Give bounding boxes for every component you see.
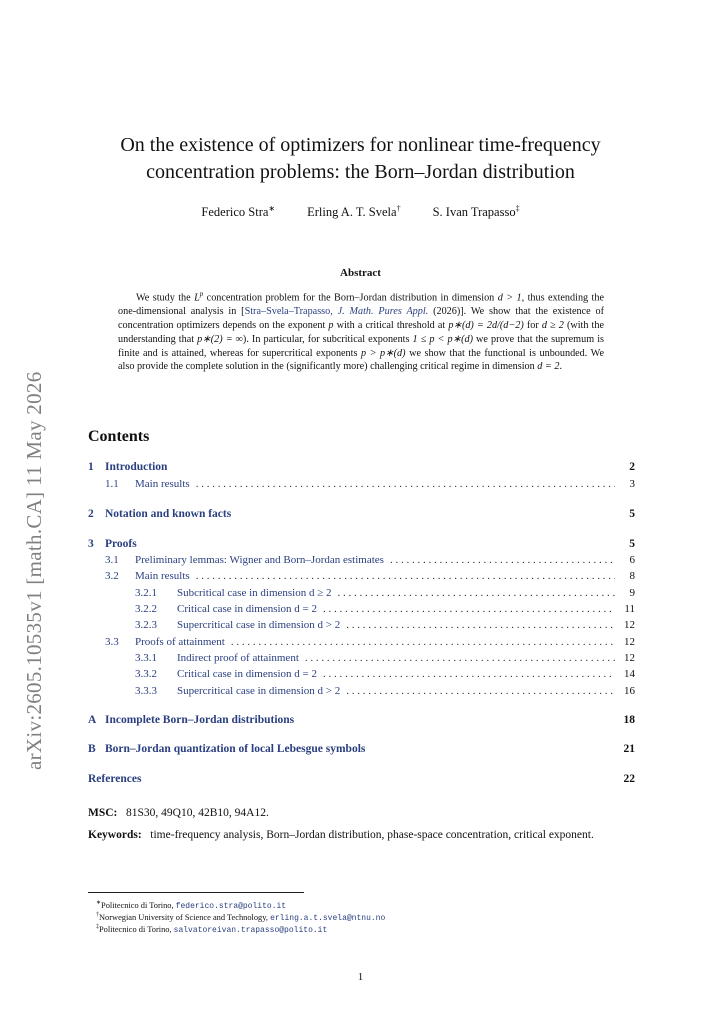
toc-entry[interactable]	[88, 619, 635, 633]
toc-entry-number: 3.3.3	[135, 685, 157, 697]
toc-entry-page: 2	[629, 461, 635, 473]
toc-entry-label: Indirect proof of attainment	[177, 652, 299, 664]
toc-entry-page: 6	[629, 554, 635, 566]
author: S. Ivan Trapasso‡	[432, 204, 520, 220]
toc-entry-number: 1.1	[105, 478, 119, 490]
author-list	[88, 204, 633, 220]
toc-entry-number: A	[88, 714, 97, 726]
email-link[interactable]: erling.a.t.svela@ntnu.no	[270, 913, 386, 923]
toc-entry-label: Supercritical case in dimension d > 2	[177, 619, 341, 631]
toc-entry-number: 3.2.3	[135, 619, 157, 631]
toc-leader-dots	[323, 603, 615, 615]
footnote-rule	[88, 892, 304, 893]
toc-entry[interactable]	[88, 714, 635, 728]
contents-heading: Contents	[88, 428, 150, 445]
toc-entry-number: 3.2.2	[135, 603, 157, 615]
toc-entry[interactable]	[88, 478, 635, 492]
toc-entry[interactable]	[88, 587, 635, 601]
toc-leader-dots	[196, 570, 615, 582]
toc-entry[interactable]	[88, 461, 635, 475]
toc-entry[interactable]	[88, 636, 635, 650]
toc-leader-dots	[231, 636, 615, 648]
toc-entry-page: 16	[624, 685, 635, 697]
toc-entry-number: 3.2.1	[135, 587, 157, 599]
toc-entry-label: Born–Jordan quantization of local Lebesgue symbols	[105, 743, 366, 755]
toc-entry-label: Notation and known facts	[105, 508, 232, 520]
toc-leader-dots	[305, 652, 615, 664]
toc-entry-number: 2	[88, 508, 94, 520]
title-line-1: On the existence of optimizers for nonlinear time-frequency	[120, 134, 601, 156]
toc-entry-number: 3	[88, 538, 94, 550]
toc-entry[interactable]	[88, 685, 635, 699]
toc-entry-page: 3	[629, 478, 635, 490]
toc-entry-page: 18	[623, 714, 635, 726]
toc-entry[interactable]	[88, 652, 635, 666]
paper-title	[88, 132, 633, 186]
email-link[interactable]: salvatoreivan.trapasso@polito.it	[173, 925, 328, 935]
journal-link[interactable]: J. Math. Pures Appl.	[337, 306, 429, 318]
toc-entry-page: 21	[623, 743, 635, 755]
toc-leader-dots	[196, 478, 615, 490]
toc-entry-label: Critical case in dimension d = 2	[177, 603, 318, 615]
citation-link[interactable]: Stra–Svela–Trapasso,	[244, 306, 338, 318]
toc-entry-page: 5	[629, 538, 635, 550]
toc-entry-label: Introduction	[105, 461, 168, 473]
toc-entry[interactable]	[88, 570, 635, 584]
toc-entry-page: 12	[624, 652, 635, 664]
toc-entry-label: Proofs	[105, 538, 137, 550]
toc-leader-dots	[346, 619, 615, 631]
msc-line: MSC: 81S30, 49Q10, 42B10, 94A12.	[88, 807, 269, 819]
author: Erling A. T. Svela†	[307, 204, 401, 220]
toc-entry-number: 3.2	[105, 570, 119, 582]
toc-entry-page: 12	[624, 619, 635, 631]
toc-entry-page: 14	[624, 668, 635, 680]
toc-entry[interactable]	[88, 743, 635, 757]
toc-entry-number: 3.3	[105, 636, 119, 648]
footnote: †Norwegian University of Science and Technology, erling.a.t.svela@ntnu.no	[96, 912, 386, 923]
toc-entry-number: 3.3.2	[135, 668, 157, 680]
toc-entry-page: 8	[629, 570, 635, 582]
keywords-line: Keywords: time-frequency analysis, Born–Jordan distribution, phase-space concentration, critical exponent.	[88, 829, 594, 841]
toc-entry-label: Supercritical case in dimension d > 2	[177, 685, 341, 697]
toc-entry-label: Main results	[135, 570, 190, 582]
abstract-text: We study the $L^p$ concentration problem for the Born–Jordan distribution in dimension d > 1, thus extending the one-dimensional analysis in [Stra–Svela–Trapasso, J. Math. Pures Appl. (2026)]. We show that the existence of concentration optimizers depends on the exponent p with a critical threshold at p∗(d) = 2d/(d−2) for d ≥ 2 (with the understanding that p∗(2) = ∞). In particular, for subcritical exponents 1 ≤ p < p∗(d) we prove that the supremum is finite and is attained, whereas for supercritical exponents p > p∗(d) we show that the functional is unbounded. We also provide the complete solution in the (significantly more) challenging critical regime in dimension d = 2.	[118, 290, 605, 373]
toc-entry-number: B	[88, 743, 96, 755]
toc-entry-page: 12	[624, 636, 635, 648]
toc-entry-label: Main results	[135, 478, 190, 490]
footnote: ∗Politecnico di Torino, federico.stra@polito.it	[96, 900, 287, 911]
toc-entry[interactable]	[88, 603, 635, 617]
toc-entry-page: 11	[624, 603, 635, 615]
toc-entry-number: 3.1	[105, 554, 119, 566]
toc-entry-page: 22	[623, 773, 635, 785]
toc-entry[interactable]	[88, 668, 635, 682]
author: Federico Stra∗	[201, 204, 276, 220]
toc-entry[interactable]	[88, 554, 635, 568]
arxiv-stamp[interactable]: arXiv:2605.10535v1 [math.CA] 11 May 2026	[22, 371, 46, 770]
toc-entry-page: 9	[629, 587, 635, 599]
email-link[interactable]: federico.stra@polito.it	[175, 901, 287, 911]
title-line-2: concentration problems: the Born–Jordan distribution	[146, 161, 575, 183]
toc-entry-label: Subcritical case in dimension d ≥ 2	[177, 587, 332, 599]
toc-leader-dots	[338, 587, 615, 599]
toc-entry-label: Proofs of attainment	[135, 636, 225, 648]
abstract-heading: Abstract	[340, 267, 381, 279]
toc-entry[interactable]	[88, 773, 635, 787]
page-number: 1	[357, 971, 364, 983]
toc-entry-label: References	[88, 773, 142, 785]
toc-leader-dots	[346, 685, 615, 697]
toc-entry-label: Preliminary lemmas: Wigner and Born–Jordan estimates	[135, 554, 384, 566]
toc-leader-dots	[323, 668, 615, 680]
toc-leader-dots	[390, 554, 615, 566]
footnote: ‡Politecnico di Torino, salvatoreivan.trapasso@polito.it	[96, 924, 328, 935]
toc-entry-label: Incomplete Born–Jordan distributions	[105, 714, 295, 726]
toc-entry-number: 1	[88, 461, 94, 473]
toc-entry-label: Critical case in dimension d = 2	[177, 668, 318, 680]
toc-entry[interactable]	[88, 508, 635, 522]
toc-entry-page: 5	[629, 508, 635, 520]
toc-entry[interactable]	[88, 538, 635, 552]
toc-entry-number: 3.3.1	[135, 652, 157, 664]
